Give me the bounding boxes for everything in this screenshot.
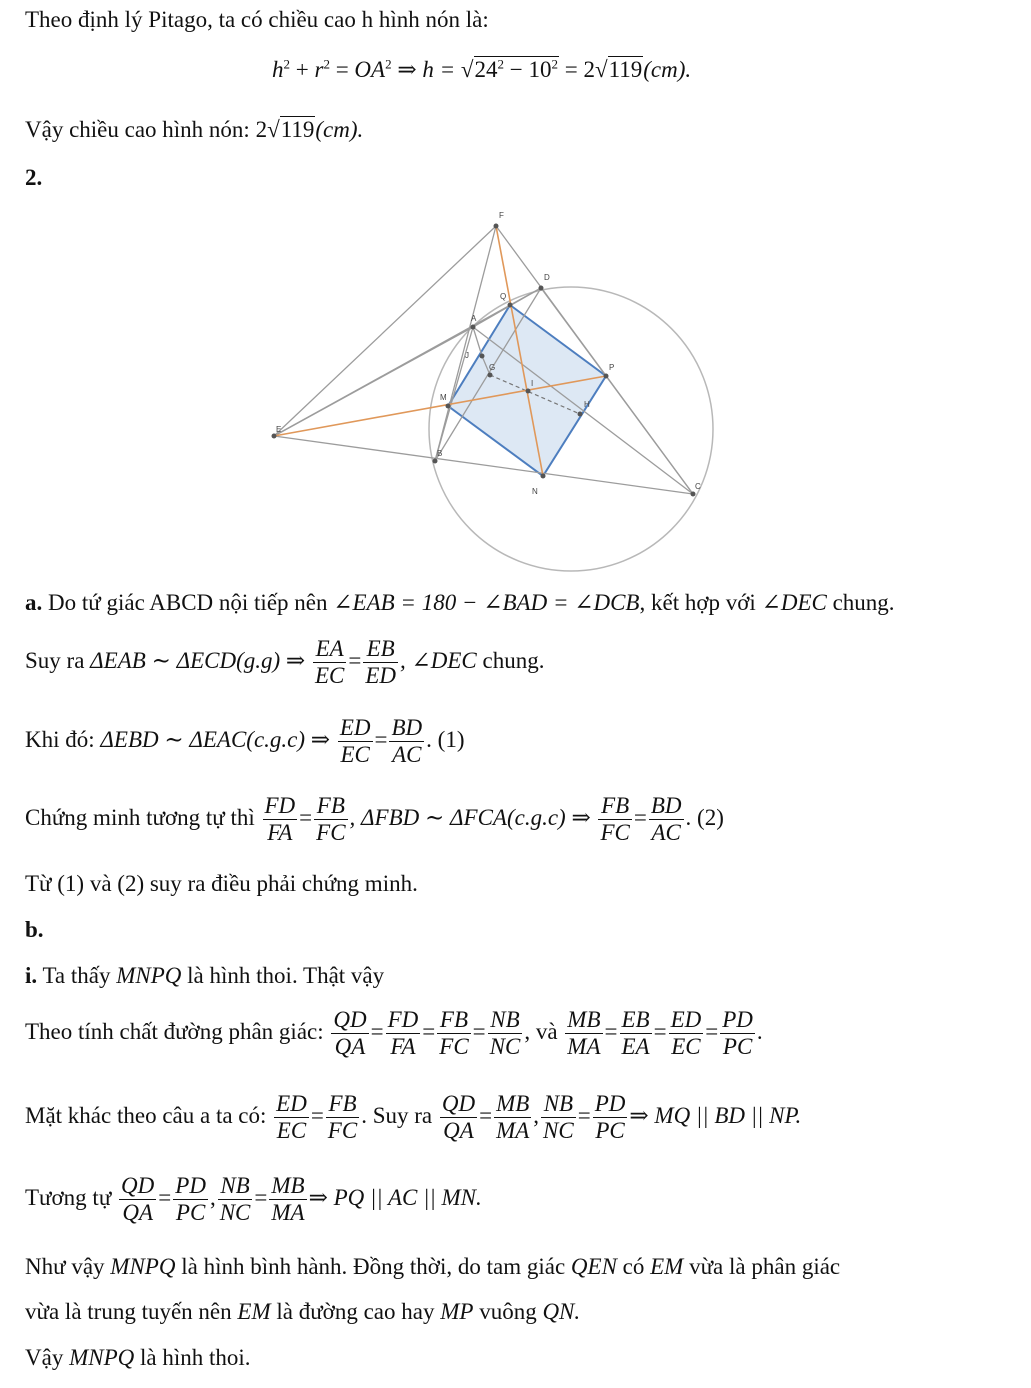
label-Q: Q — [500, 292, 507, 301]
part-b-i-line: i. Ta thấy MNPQ là hình thoi. Thật vậy — [25, 963, 385, 988]
part-a-line1: a. Do tứ giác ABCD nội tiếp nên ∠EAB = 180 − ∠BAD = ∠DCB, kết hợp với ∠DEC chung. — [25, 590, 895, 615]
height-conclusion: Vậy chiều cao hình nón: 2√119(cm). — [25, 117, 364, 142]
height-equation: $h^2 + r^2 = OA^2$ ⇒ $h = √24^2 - 10^2 = 2√119(cm)$. — [272, 56, 692, 82]
label-E: E — [276, 425, 282, 434]
part-b-line6: Vậy MNPQ là hình thoi. — [25, 1345, 251, 1370]
geometry-figure — [260, 210, 720, 580]
label-P: P — [609, 363, 615, 372]
part-b-line3: Tương tự $\frac{QD}{QA}$ = $\frac{PD}{PC}$ , $\frac{NB}{NC}$ = $\frac{MB}{MA}$ ⇒ PQ || AC || MN. — [25, 1173, 482, 1226]
part-b-line1: Theo tính chất đường phân giác: $\frac{QD}{QA}$ = $\frac{FD}{FA}$ = $\frac{FB}{FC}$ = $\frac{NB}{NC}$ , và $\frac{MB}{MA}$ = $\frac{EB}{EA}$ = $\frac{ED}{EC}$ = $\frac{PD}{PC}$ . — [25, 1007, 763, 1060]
part-b-line2: Mặt khác theo câu a ta có: $\frac{ED}{EC}$ = $\frac{FB}{FC}$ . Suy ra $\frac{QD}{QA}$ = $\frac{MB}{MA}$ , $\frac{NB}{NC}$ = $\frac{PD}{PC}$ ⇒ MQ || BD || NP. — [25, 1091, 802, 1144]
part-b-heading: b. — [25, 917, 44, 942]
label-H: H — [584, 400, 590, 409]
part-a-line4: Chứng minh tương tự thì $\frac{FD}{FA}$ = $\frac{FB}{FC}$ , ΔFBD ∼ ΔFCA(c.g.c) ⇒ $\frac{FB}{FC}$ = $\frac{BD}{AC}$ . (2) — [25, 793, 724, 846]
label-B: B — [437, 449, 443, 458]
label-J: J — [465, 351, 469, 360]
part-a-line2: Suy ra ΔEAB ∼ ΔECD(g.g) ⇒ $\frac{EA}{EC}$ = $\frac{EB}{ED}$ , ∠DEC chung. — [25, 636, 545, 689]
part-b-line5: vừa là trung tuyến nên EM là đường cao hay MP vuông QN. — [25, 1299, 581, 1324]
label-G: G — [489, 363, 496, 372]
label-M: M — [440, 393, 447, 402]
label-F: F — [499, 211, 504, 220]
construction-lines — [274, 226, 693, 494]
label-N: N — [532, 487, 538, 496]
label-A: A — [471, 314, 477, 323]
label-I: I — [531, 379, 534, 388]
label-C: C — [695, 482, 701, 491]
label-D: D — [544, 273, 550, 282]
part-a-line3: Khi đó: ΔEBD ∼ ΔEAC(c.g.c) ⇒ $\frac{ED}{EC}$ = $\frac{BD}{AC}$ . (1) — [25, 715, 465, 768]
section-heading-2: 2. — [25, 165, 43, 190]
part-a-line5: Từ (1) và (2) suy ra điều phải chứng minh. — [25, 871, 418, 896]
part-b-line4: Như vậy MNPQ là hình bình hành. Đồng thời, do tam giác QEN có EM vừa là phân giác — [25, 1254, 841, 1279]
pythagoras-intro: Theo định lý Pitago, ta có chiều cao h hình nón là: — [25, 7, 489, 32]
